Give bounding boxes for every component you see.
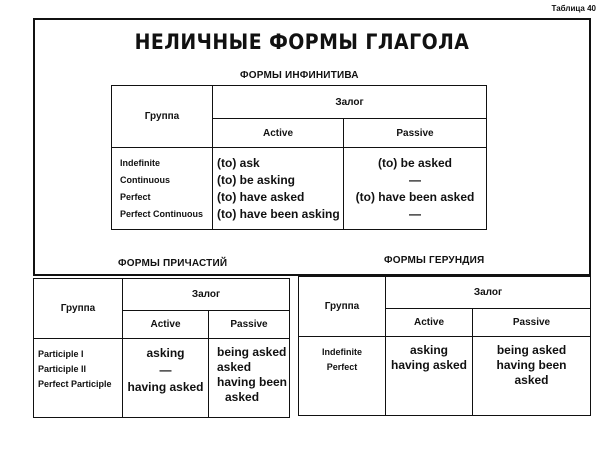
gerund-passive-cell <box>473 337 591 416</box>
infinitive-passive-header: Passive <box>344 119 487 148</box>
participle-voice-header: Залог <box>123 279 290 311</box>
gerund-active-header: Active <box>386 309 473 337</box>
infinitive-passive-cell <box>344 148 487 230</box>
participle-passive-cell <box>209 339 290 418</box>
infinitive-group-item: Continuous <box>120 174 170 185</box>
participle-passive-item: asked <box>217 360 252 374</box>
participle-active-item: having asked <box>127 380 204 394</box>
participle-passive-item: asked <box>225 390 260 404</box>
participle-group-item: Perfect Participle <box>38 379 112 389</box>
gerund-group-item: Indefinite <box>322 347 362 357</box>
gerund-active-item: having asked <box>390 358 468 372</box>
infinitive-group-cell <box>112 148 213 230</box>
gerund-voice-header: Залог <box>386 277 591 309</box>
gerund-passive-item: having been <box>496 358 567 372</box>
participle-table <box>33 278 290 418</box>
participle-active-cell <box>123 339 209 418</box>
participle-heading: ФОРМЫ ПРИЧАСТИЙ <box>118 258 228 269</box>
infinitive-passive-item: (to) have been asked <box>355 189 475 204</box>
infinitive-group-item: Perfect Continuous <box>120 208 204 219</box>
infinitive-voice-header: Залог <box>213 86 487 119</box>
participle-passive-header: Passive <box>209 311 290 339</box>
gerund-group-cell <box>299 337 386 416</box>
participle-group-item: Participle II <box>38 364 87 374</box>
gerund-group-header: Группа <box>299 277 386 337</box>
gerund-active-item: asking <box>409 343 448 357</box>
gerund-active-cell <box>386 337 473 416</box>
participle-passive-item: being asked <box>217 345 287 359</box>
table-number-label: Таблица 40 <box>551 4 596 13</box>
infinitive-group-item: Perfect <box>120 191 151 202</box>
participle-active-item: asking <box>146 346 185 360</box>
participle-group-item: Participle I <box>38 349 84 359</box>
infinitive-active-cell <box>213 148 344 230</box>
infinitive-active-item: (to) ask <box>217 155 260 170</box>
gerund-passive-item: asked <box>514 373 549 387</box>
infinitive-table <box>111 85 487 230</box>
gerund-passive-item: being asked <box>496 343 567 357</box>
participle-group-cell <box>34 339 123 418</box>
participle-passive-item: having been <box>217 375 288 389</box>
infinitive-active-header: Active <box>213 119 344 148</box>
gerund-passive-header: Passive <box>473 309 591 337</box>
infinitive-passive-item: — <box>409 206 421 221</box>
gerund-heading: ФОРМЫ ГЕРУНДИЯ <box>384 255 485 266</box>
infinitive-heading: ФОРМЫ ИНФИНИТИВА <box>240 70 359 81</box>
page-title: НЕЛИЧНЫЕ ФОРМЫ ГЛАГОЛА <box>134 30 470 54</box>
infinitive-group-item: Indefinite <box>120 157 160 168</box>
gerund-table <box>298 276 591 416</box>
gerund-group-item: Perfect <box>326 362 358 372</box>
infinitive-active-item: (to) be asking <box>217 172 296 187</box>
participle-active-item: — <box>159 363 172 377</box>
infinitive-group-header: Группа <box>112 86 213 148</box>
participle-group-header: Группа <box>34 279 123 339</box>
participle-active-header: Active <box>123 311 209 339</box>
infinitive-passive-item: (to) be asked <box>377 155 452 170</box>
infinitive-passive-item: — <box>409 172 421 187</box>
infinitive-active-item: (to) have been asking <box>217 206 340 221</box>
infinitive-active-item: (to) have asked <box>217 189 305 204</box>
